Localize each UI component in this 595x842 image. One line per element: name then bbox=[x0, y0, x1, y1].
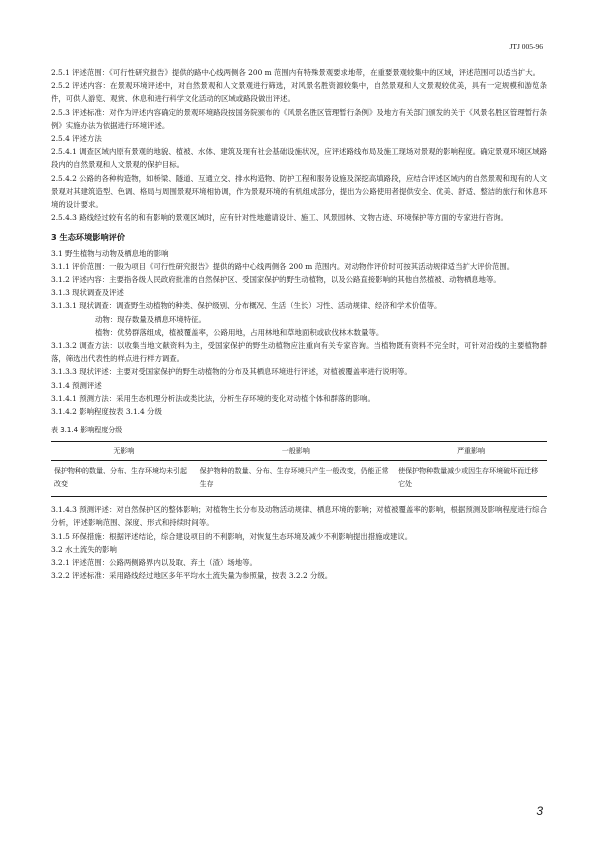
page-number: 3 bbox=[536, 804, 543, 818]
clause-2-5-3: 2.5.3 评述标准：对作为评述内容确定的景观环境路段按国务院颁布的《风景名胜区管理暂行条例》及地方有关部门颁发的关于《风景名胜区管理暂行条例》实施办法为依据进行环境评述。 bbox=[51, 107, 547, 130]
clause-3-1-5: 3.1.5 环保措施：根据评述结论，综合建设项目的不利影响，对恢复生态环境及减少不利影响提出措施或建议。 bbox=[51, 531, 413, 541]
table-header-row bbox=[51, 442, 547, 461]
indented-animals: 动物：现存数量及栖息环境特征。 bbox=[95, 314, 206, 324]
table-header-severe-impact: 严重影响 bbox=[395, 442, 547, 461]
table-cell-no-impact: 保护物种的数量、分布、生存环境均未引起改变 bbox=[51, 461, 197, 497]
clause-3-1-3-3: 3.1.3.3 现状评述：主要对受国家保护的野生动植物的分布及其栖息环境进行评述，对植被覆盖率进行说明等。 bbox=[51, 367, 412, 377]
clause-3-2-2: 3.2.2 评述标准：采用路线经过地区多年平均水土流失量为参照量，按表 3.2.2 分级。 bbox=[51, 571, 333, 581]
clause-2-5-2: 2.5.2 评述内容：在景观环境评述中，对自然景观和人文景观进行筛选，对风景名胜资源较集中，自然景观和人文景观较优美，具有一定规模和游览条件，可供人游览、观赏、休息和进行科学文化活动的区域或路段做出评述。 bbox=[51, 81, 547, 104]
clause-3-1-3-1: 3.1.3.1 现状调查：调查野生动植物的种类、保护级别、分布概况、生活（生长）习性、活动规律、经济和学术价值等。 bbox=[51, 301, 442, 311]
clause-3-1-4-2: 3.1.4.2 影响程度按表 3.1.4 分级 bbox=[51, 407, 162, 417]
clause-3-1-1: 3.1.1 评价范围：一般为项目《可行性研究报告》提供的路中心线两侧各 200 m 范围内。对动物作评价时可按其活动规律适当扩大评价范围。 bbox=[51, 261, 515, 271]
clause-3-1-4: 3.1.4 预测评述 bbox=[51, 380, 102, 390]
clause-2-5-4-1: 2.5.4.1 调查区域内原有景观的地貌、植被、水体、建筑及现有社会基础设施状况，应评述路线布局及施工现场对景观的影响程度。确定景观环境区域路段内的自然景观和人文景观的保护目标。 bbox=[51, 147, 547, 170]
clause-3-1-2: 3.1.2 评述内容：主要指各级人民政府批准的自然保护区、受国家保护的野生动植物，以及公路直接影响的其他自然植被、动物栖息地等。 bbox=[51, 275, 501, 285]
document-body bbox=[51, 66, 547, 582]
clause-3-1-3: 3.1.3 现状调查及评述 bbox=[51, 288, 124, 298]
clause-3-2-1: 3.2.1 评述范围：公路两侧路界内以及取、弃土（渣）场地等。 bbox=[51, 558, 257, 568]
table-cell-severe-impact: 使保护物种数量减少或因生存环境破坏而迁移它处 bbox=[395, 461, 547, 497]
table-row bbox=[51, 461, 547, 497]
clause-3-2: 3.2 水土流失的影响 bbox=[51, 544, 117, 554]
clause-2-5-1: 2.5.1 评述范围：《可行性研究报告》提供的路中心线两侧各 200 m 范围内有特殊景观要求地带，在重要景观较集中的区域，评述范围可以适当扩大。 bbox=[51, 68, 541, 77]
clause-2-5-4-3: 2.5.4.3 路线经过较有名的和有影响的景观区域时，应有针对性地邀请设计、施工、风景园林、文物古迹、环境保护等方面的专家进行咨询。 bbox=[51, 213, 508, 223]
impact-grade-table bbox=[51, 441, 547, 497]
clause-3-1-4-3: 3.1.4.3 预测评述：对自然保护区的整体影响；对植物生长分布及动物活动规律、栖息环境的影响；对植被覆盖率的影响，根据预测及影响程度进行综合分析，评述影响范围、深度、形式和持续时间等。 bbox=[51, 505, 547, 528]
table-cell-general-impact: 保护物种的数量、分布、生存环境只产生一般改变，仍能正常生存 bbox=[197, 461, 396, 497]
section-3-heading: 3 生态环境影响评价 bbox=[51, 232, 126, 243]
table-header-no-impact: 无影响 bbox=[51, 442, 197, 461]
table-caption: 表 3.1.4 影响程度分级 bbox=[51, 426, 123, 435]
clause-2-5-4-2: 2.5.4.2 公路的各种构造物，如桥梁、隧道、互通立交、排水构造物、防护工程和服务设施及深挖高填路段，应结合评述区域内的自然景观和现有的人文景观对其建筑造型、色调、格局与周围景观环境相协调，作为景观环境的有机组成部分，提出为公路使用者提供安全、优美、舒适、整洁的旅行和休息环境的设计要求。 bbox=[51, 173, 547, 210]
indented-plants: 植物：优势群落组成，植被覆盖率，公路用地，占用林地和草地面积或砍伐林木数量等。 bbox=[95, 327, 384, 337]
clause-3-1: 3.1 野生植物与动物及栖息地的影响 bbox=[51, 248, 169, 258]
clause-3-1-3-2: 3.1.3.2 调查方法：以收集当地文献资料为主，受国家保护的野生动植物应注重向有关专家咨询。当植物既有资料不完全时，可针对沿线的主要植物群落，筛选出代表性的样点进行样方调查。 bbox=[51, 341, 547, 364]
document-code: JTJ 005-96 bbox=[509, 42, 543, 51]
clause-2-5-4: 2.5.4 评述方法 bbox=[51, 134, 102, 144]
table-header-general-impact: 一般影响 bbox=[197, 442, 396, 461]
clause-3-1-4-1: 3.1.4.1 预测方法：采用生态机理分析法或类比法，分析生存环境的变化对动植个体和群落的影响。 bbox=[51, 393, 375, 403]
